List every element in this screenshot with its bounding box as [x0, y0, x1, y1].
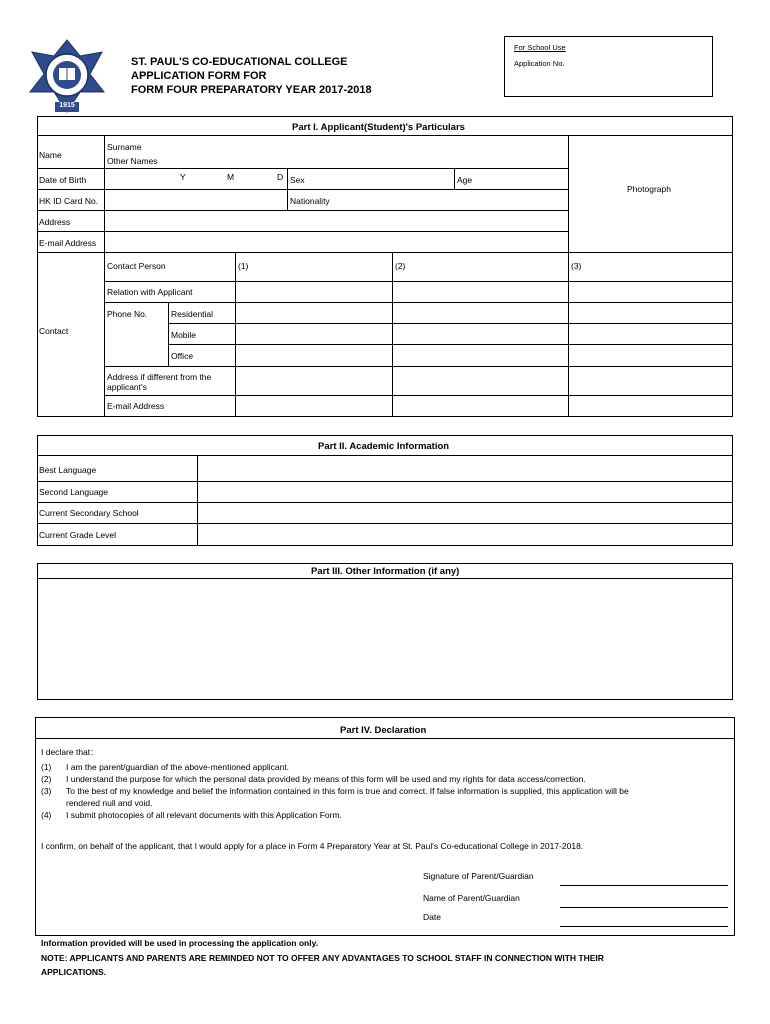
- sex-label: Sex: [290, 175, 305, 185]
- form-subtitle: FORM FOUR PREPARATORY YEAR 2017-2018: [131, 84, 372, 96]
- dob-day: D: [277, 172, 284, 182]
- decl-item-1-text: I am the parent/guardian of the above-mentioned applicant.: [66, 762, 290, 772]
- guardian-name-label: Name of Parent/Guardian: [423, 893, 520, 903]
- part2-title: Part II. Academic Information: [318, 441, 450, 452]
- form-title: APPLICATION FORM FOR: [131, 70, 267, 82]
- best-language-field[interactable]: [199, 457, 731, 480]
- nationality-field[interactable]: [340, 191, 566, 209]
- dob-month: M: [227, 172, 235, 182]
- decl-item-4-text: I submit photocopies of all relevant documents with this Application Form.: [66, 810, 342, 820]
- current-grade-label: Current Grade Level: [39, 530, 117, 540]
- second-language-field[interactable]: [199, 483, 731, 501]
- hkid-label: HK ID Card No.: [39, 196, 99, 206]
- nationality-label: Nationality: [290, 196, 330, 206]
- decl-item-3-num: (3): [41, 786, 52, 796]
- contact-col-1: (1): [238, 261, 249, 271]
- address-diff-label: Address if different from the: [107, 372, 212, 382]
- date-line[interactable]: [560, 926, 728, 927]
- school-name: ST. PAUL'S CO-EDUCATIONAL COLLEGE: [131, 56, 348, 68]
- decl-item-4-num: (4): [41, 810, 52, 820]
- footer-info: Information provided will be used in processing the application only.: [41, 938, 319, 948]
- date-label: Date: [423, 912, 441, 922]
- dob-label: Date of Birth: [39, 175, 87, 185]
- part3-title: Part III. Other Information (if any): [311, 566, 460, 577]
- current-grade-field[interactable]: [199, 525, 731, 545]
- photo-area[interactable]: [570, 137, 731, 251]
- photo-label: Photograph: [627, 184, 671, 194]
- current-school-label: Current Secondary School: [39, 508, 139, 518]
- signature-label: Signature of Parent/Guardian: [423, 871, 534, 881]
- contact-person-label: Contact Person: [107, 261, 166, 271]
- confirm-text: I confirm, on behalf of the applicant, that I would apply for a place in Form 4 Preparatory Year at St. Paul's Co-educational College in 2017-2018.: [41, 841, 584, 851]
- declaration-intro: I declare that：: [41, 747, 99, 757]
- decl-item-1-num: (1): [41, 762, 52, 772]
- other-names-label: Other Names: [107, 156, 158, 166]
- age-label: Age: [457, 175, 473, 185]
- other-names-field[interactable]: [160, 152, 566, 166]
- contact-col-2: (2): [395, 261, 406, 271]
- logo-year: 1915: [59, 102, 75, 109]
- dob-field[interactable]: [106, 170, 286, 188]
- decl-item-2-num: (2): [41, 774, 52, 784]
- contact-email-label: E-mail Address: [107, 401, 165, 411]
- surname-field[interactable]: [160, 137, 566, 151]
- decl-item-3-text-2: rendered null and void.: [66, 798, 153, 808]
- residential-label: Residential: [171, 309, 214, 319]
- current-school-field[interactable]: [199, 504, 731, 522]
- address-field[interactable]: [106, 212, 566, 230]
- email-field[interactable]: [106, 233, 566, 251]
- part1-title: Part I. Applicant(Student)'s Particulars: [292, 122, 465, 133]
- guardian-name-line[interactable]: [560, 907, 728, 908]
- contact-label: Contact: [39, 326, 69, 336]
- footer-note-2: APPLICATIONS.: [41, 967, 107, 977]
- best-language-label: Best Language: [39, 465, 97, 475]
- application-no-label: Application No.: [514, 59, 565, 68]
- dob-year: Y: [180, 172, 186, 182]
- decl-item-3-text: To the best of my knowledge and belief the information contained in this form is true and correct. If false information is supplied, this application will be: [66, 786, 629, 796]
- mobile-label: Mobile: [171, 330, 197, 340]
- decl-item-2-text: I understand the purpose for which the personal data provided by means of this form will be used and my rights for data access/correction.: [66, 774, 586, 784]
- part4-box: [35, 717, 735, 936]
- email-label: E-mail Address: [39, 238, 97, 248]
- other-info-field[interactable]: [39, 580, 731, 698]
- name-label: Name: [39, 150, 62, 160]
- second-language-label: Second Language: [39, 487, 109, 497]
- phone-label: Phone No.: [107, 309, 148, 319]
- sex-field[interactable]: [310, 170, 452, 188]
- relation-label: Relation with Applicant: [107, 287, 193, 297]
- address-label: Address: [39, 217, 71, 227]
- age-field[interactable]: [475, 170, 567, 188]
- part4-title: Part IV. Declaration: [340, 725, 427, 736]
- footer-note: NOTE: APPLICANTS AND PARENTS ARE REMINDED NOT TO OFFER ANY ADVANTAGES TO SCHOOL STAFF IN CONNECTION WITH THEIR: [41, 953, 604, 963]
- office-label: Office: [171, 351, 194, 361]
- hkid-field[interactable]: [106, 191, 286, 209]
- surname-label: Surname: [107, 142, 142, 152]
- address-diff-label-2: applicant's: [107, 382, 147, 392]
- contact-col-3: (3): [571, 261, 582, 271]
- school-use-label: For School Use: [514, 43, 566, 52]
- school-logo: [28, 38, 106, 114]
- signature-line[interactable]: [560, 885, 728, 886]
